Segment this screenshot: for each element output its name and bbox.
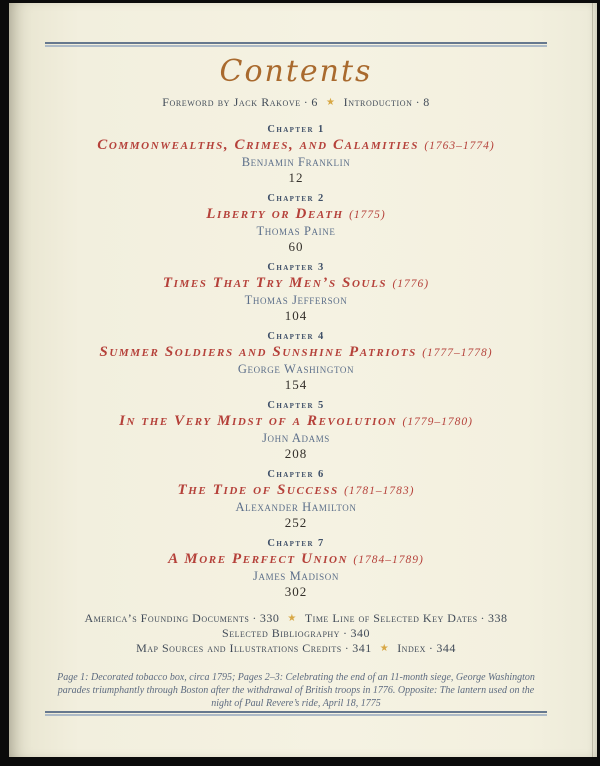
dot-separator: ·	[480, 611, 486, 625]
toc-chapter-4	[45, 330, 547, 393]
top-double-rule	[45, 42, 547, 47]
back-matter-line	[45, 611, 547, 626]
dot-separator: ·	[415, 95, 421, 109]
back-matter-entry: Time Line of Selected Key Dates · 338	[304, 611, 508, 625]
page-number: 341	[352, 641, 372, 655]
bottom-double-rule	[45, 711, 547, 716]
chapter-years: (1775)	[349, 209, 386, 221]
back-matter	[45, 611, 547, 656]
page-number: 6	[311, 95, 319, 109]
chapter-number: Chapter 2	[267, 193, 325, 204]
star-icon: ★	[326, 97, 336, 108]
chapter-author: George Washington	[237, 362, 355, 376]
back-matter-entry: Index · 344	[397, 641, 456, 655]
back-matter-line	[45, 626, 547, 641]
chapter-author: Thomas Paine	[256, 224, 336, 238]
front-matter-entry: Introduction · 8	[343, 95, 430, 109]
dot-separator: ·	[428, 641, 434, 655]
chapter-page-number: 154	[284, 377, 308, 392]
toc-chapter-7	[45, 537, 547, 600]
chapter-number: Chapter 5	[267, 400, 325, 411]
page-number: 330	[259, 611, 280, 625]
illustration-credits-caption: Page 1: Decorated tobacco box, circa 1795; Pages 2–3: Celebrating the end of an 11-month siege, George Washington parades triumphantly through Boston after the withdrawal of British troops in 1776. Opposite: The lantern used on the night of Paul Revere’s ride, April 18, 1775	[57, 672, 535, 709]
chapter-years: (1763–1774)	[424, 140, 495, 152]
front-matter-line	[45, 95, 547, 110]
chapter-author: James Madison	[253, 569, 339, 583]
chapter-page-number: 252	[284, 515, 308, 530]
page-number: 340	[350, 626, 370, 640]
page-title: Contents	[219, 54, 373, 89]
chapter-page-number: 208	[284, 446, 308, 461]
back-matter-entry: Map Sources and Illustrations Credits · 341	[136, 641, 372, 655]
front-matter-entry: Foreword by Jack Rakove · 6	[162, 95, 319, 109]
chapter-page-number: 104	[284, 308, 308, 323]
toc-chapter-5	[45, 399, 547, 462]
book-page-paper	[9, 3, 597, 757]
star-icon: ★	[379, 643, 390, 654]
chapter-title: In the Very Midst of a Revolution (1779–1780)	[119, 413, 473, 429]
page-number: 8	[423, 95, 430, 109]
dot-separator: ·	[252, 611, 257, 625]
toc-chapter-6	[45, 468, 547, 531]
chapter-years: (1784–1789)	[353, 554, 424, 566]
star-icon: ★	[287, 613, 297, 624]
chapter-page-number: 302	[284, 584, 308, 599]
dot-separator: ·	[342, 626, 348, 640]
dot-separator: ·	[303, 95, 309, 109]
back-matter-entry: America’s Founding Documents · 330	[84, 611, 280, 625]
chapter-author: John Adams	[262, 431, 330, 445]
chapter-page-number: 12	[288, 170, 304, 185]
toc-chapter-1	[45, 123, 547, 186]
chapter-author: Alexander Hamilton	[235, 500, 357, 514]
chapter-title: Times That Try Men’s Souls (1776)	[162, 275, 430, 291]
back-matter-entry: Selected Bibliography · 340	[222, 626, 370, 640]
chapter-title: A More Perfect Union (1784–1789)	[168, 551, 424, 567]
back-matter-line	[45, 641, 547, 656]
chapter-years: (1777–1778)	[422, 347, 493, 359]
page-number: 344	[436, 641, 456, 655]
chapter-years: (1776)	[392, 278, 430, 290]
chapter-page-number: 60	[288, 239, 304, 254]
chapter-number: Chapter 7	[267, 538, 325, 549]
page-number: 338	[488, 611, 508, 625]
chapter-years: (1779–1780)	[402, 416, 473, 428]
chapter-author: Thomas Jefferson	[244, 293, 348, 307]
chapter-title: Summer Soldiers and Sunshine Patriots (1777–1778)	[99, 344, 493, 360]
toc-chapter-2	[45, 192, 547, 255]
table-of-contents	[45, 55, 547, 710]
chapter-number: Chapter 4	[267, 331, 325, 342]
page-edge-line	[592, 3, 593, 757]
chapter-title: Commonwealths, Crimes, and Calamities (1763–1774)	[97, 137, 495, 153]
chapter-title: The Tide of Success (1781–1783)	[177, 482, 415, 498]
dot-separator: ·	[344, 641, 350, 655]
chapter-years: (1781–1783)	[344, 485, 415, 497]
chapter-author: Benjamin Franklin	[241, 155, 351, 169]
toc-chapter-3	[45, 261, 547, 324]
chapter-title: Liberty or Death (1775)	[206, 206, 386, 222]
chapter-number: Chapter 3	[267, 262, 325, 273]
chapter-number: Chapter 1	[267, 124, 325, 135]
chapter-number: Chapter 6	[267, 469, 325, 480]
